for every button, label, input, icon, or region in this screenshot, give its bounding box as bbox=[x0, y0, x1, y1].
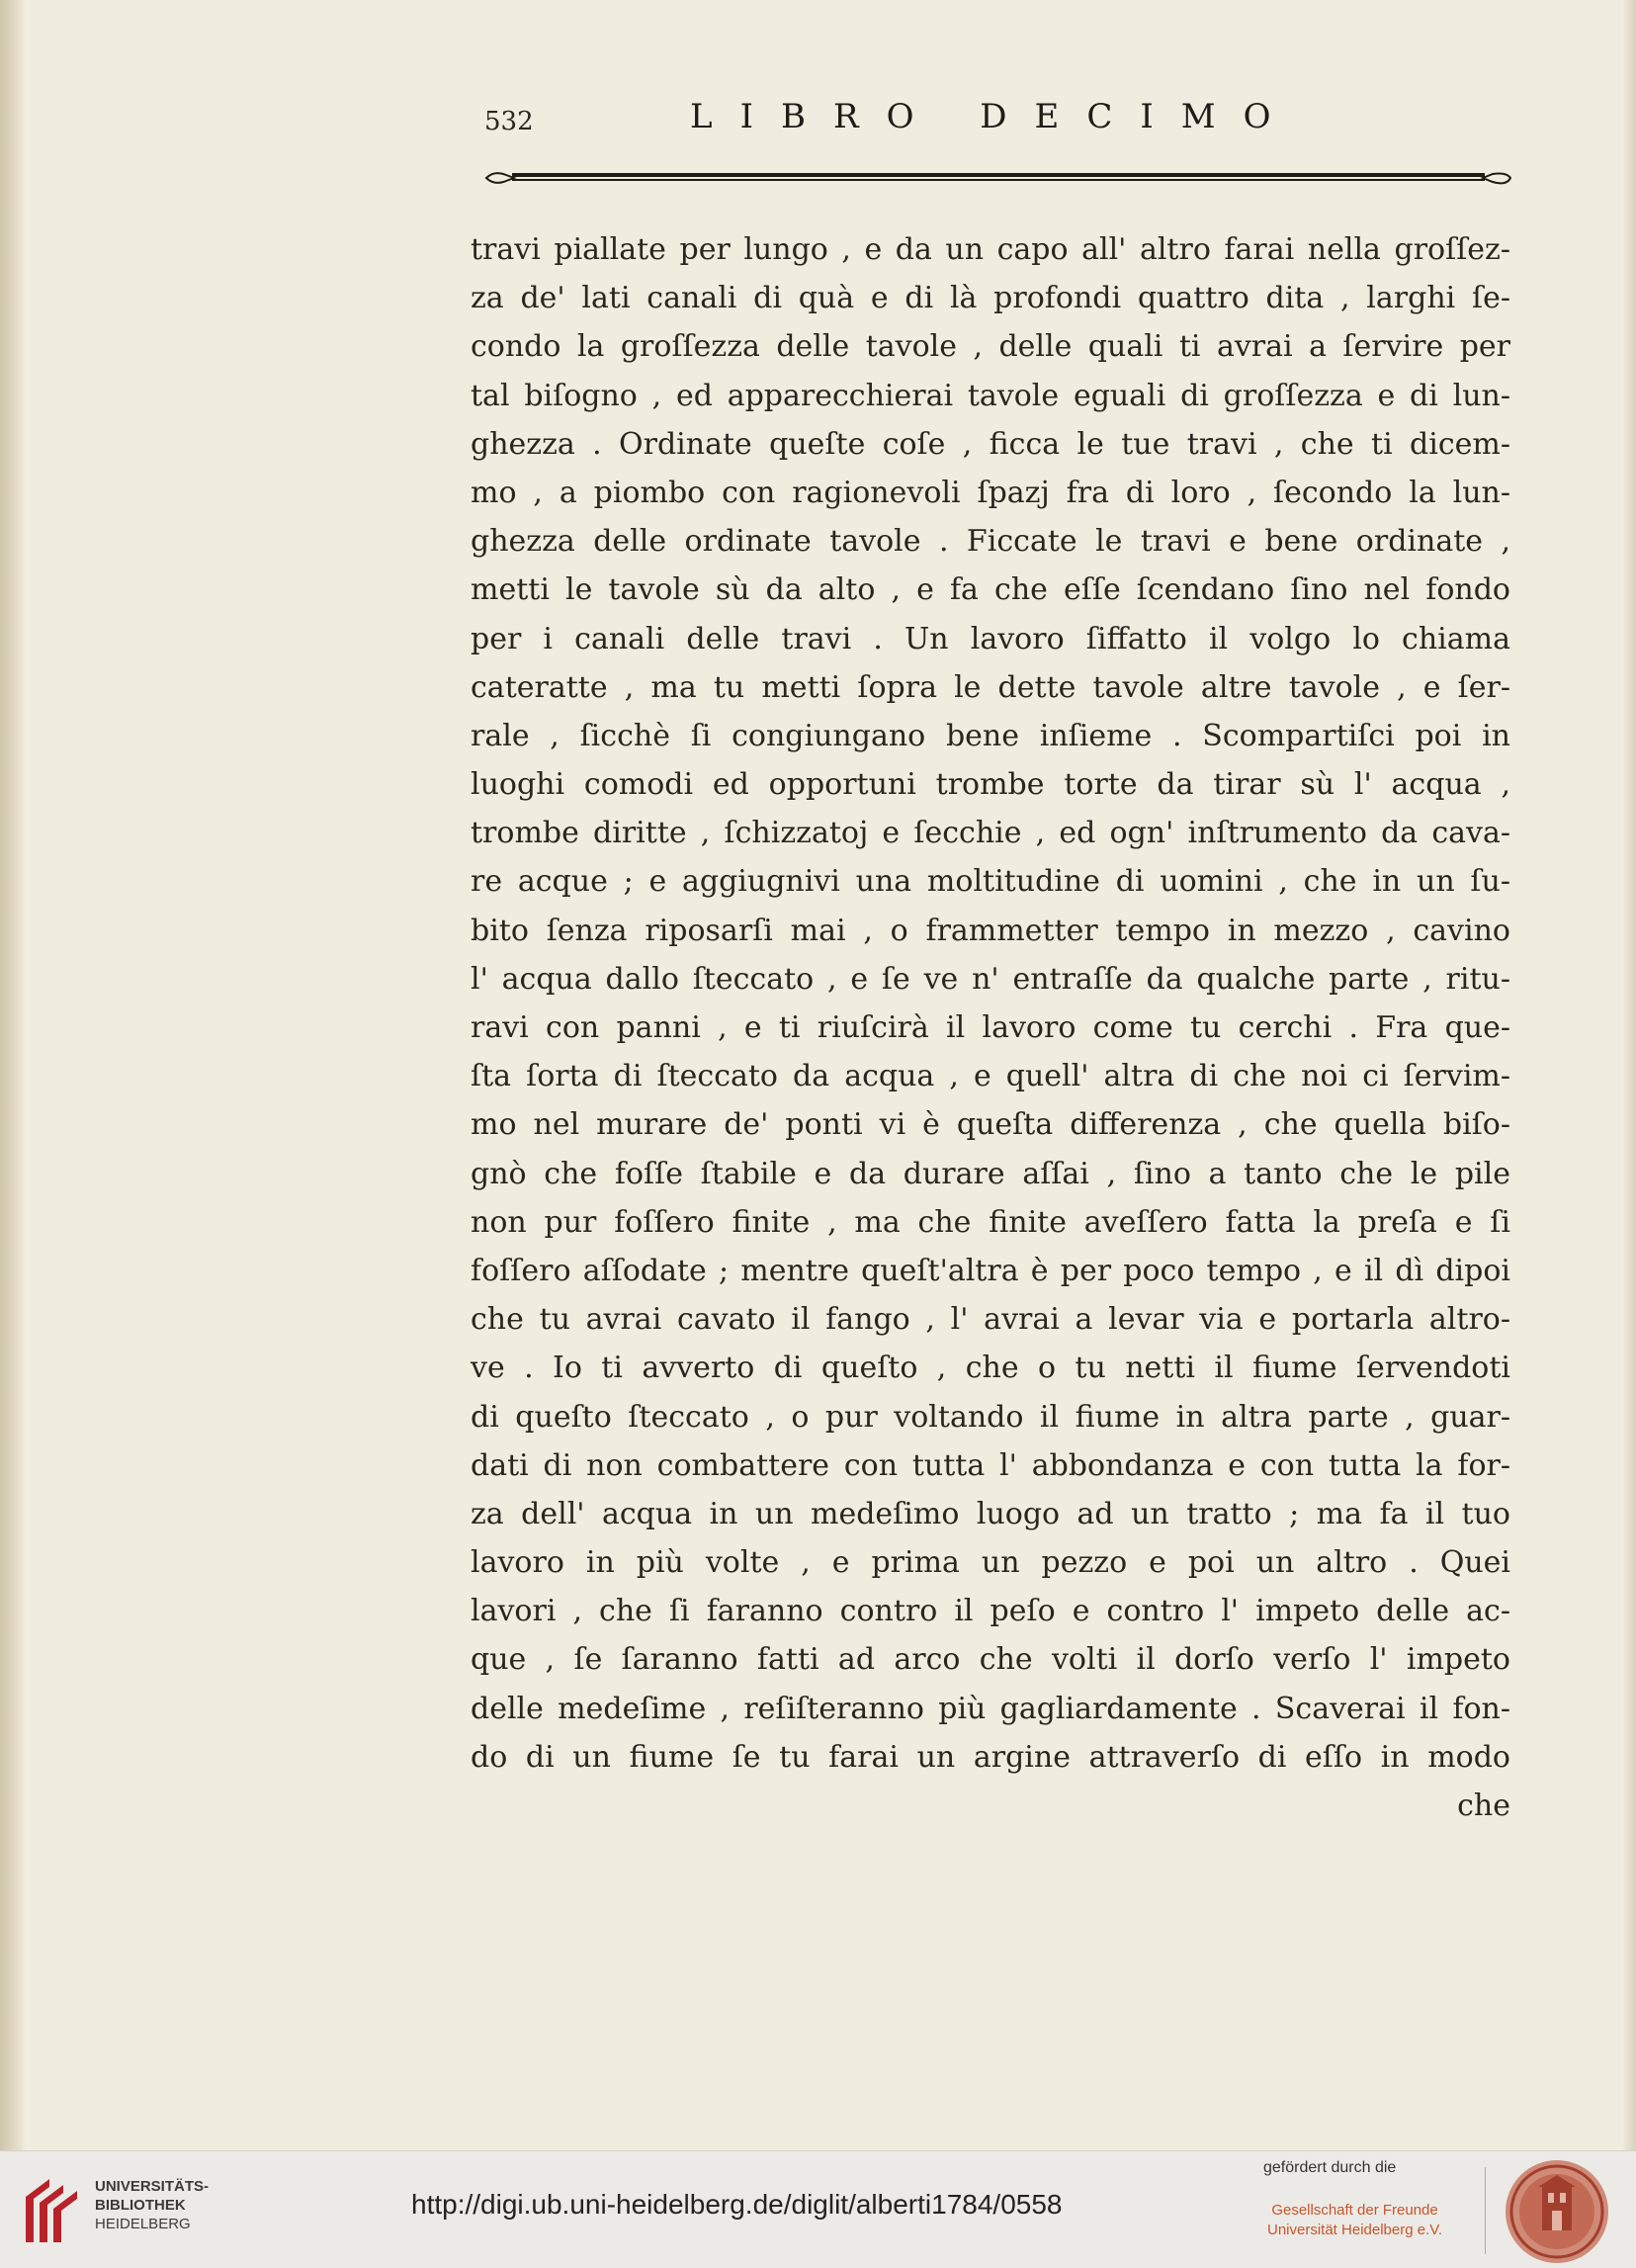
text-line: ghezza delle ordinate tavole . Ficcate le travi e bene ordinate , bbox=[471, 524, 1510, 560]
text-line: cateratte , ma tu metti ſopra le dette tavole altre tavole , e ſer- bbox=[471, 669, 1510, 705]
text-line: mo , a piombo con ragionevoli ſpazj fra di loro , ſecondo la lun- bbox=[471, 475, 1510, 510]
text-line: que , ſe ſaranno fatti ad arco che volti il dorſo verſo l' impeto bbox=[471, 1642, 1510, 1678]
text-line: delle medeſime , reſiſteranno più gagliardamente . Scaverai il fon- bbox=[471, 1691, 1510, 1726]
text-line: do di un fiume ſe tu farai un argine attraverſo di eſſo in modo bbox=[471, 1739, 1510, 1775]
text-line: re acque ; e aggiugnivi una moltitudine di uomini , che in un ſu- bbox=[471, 864, 1510, 900]
page-edge-left bbox=[0, 0, 26, 2150]
text-line: rale , ſicchè ſi congiungano bene inſieme . Scompartiſci poi in bbox=[471, 718, 1510, 753]
text-line: che tu avrai cavato il fango , l' avrai a levar via e portarla altro- bbox=[471, 1302, 1510, 1338]
text-line: lavoro in più volte , e prima un pezzo e poi un altro . Quei bbox=[471, 1545, 1510, 1581]
text-line: za de' lati canali di quà e di là profondi quattro dita , larghi ſe- bbox=[471, 281, 1510, 316]
text-line: non pur foſſero finite , ma che finite aveſſero fatta la preſa e ſi bbox=[471, 1204, 1510, 1240]
catchword: che bbox=[1457, 1788, 1510, 1823]
text-line: za dell' acqua in un medeſimo luogo ad un tratto ; ma fa il tuo bbox=[471, 1496, 1510, 1531]
text-line: ſta ſorta di ſteccato da acqua , e quell' altra di che noi ci ſervim- bbox=[471, 1059, 1510, 1094]
text-line: luoghi comodi ed opportuni trombe torte da tirar sù l' acqua , bbox=[471, 767, 1510, 803]
page-edge-right bbox=[1622, 0, 1636, 2150]
text-line: dati di non combattere con tutta l' abbondanza e con tutta la for- bbox=[471, 1447, 1510, 1483]
text-line: mo nel murare de' ponti vi è queſta differenza , che quella biſo- bbox=[471, 1107, 1510, 1143]
body-text bbox=[471, 225, 1510, 1830]
text-line: di queſto ſteccato , o pur voltando il fiume in altra parte , guar- bbox=[471, 1399, 1510, 1435]
sponsor-name-line: Gesellschaft der Freunde bbox=[1271, 2202, 1438, 2219]
university-library-logo-icon bbox=[20, 2173, 83, 2244]
text-line: ghezza . Ordinate queſte coſe , ficca le tue travi , che ti dicem- bbox=[471, 426, 1510, 462]
text-line: travi piallate per lungo , e da un capo all' altro farai nella groſſez- bbox=[471, 232, 1510, 267]
running-title: LIBRO DECIMO bbox=[690, 97, 1299, 136]
page-header bbox=[473, 97, 1342, 146]
text-line: per i canali delle travi . Un lavoro ſiffatto il volgo lo chiama bbox=[471, 621, 1510, 656]
sponsor-label: gefördert durch die bbox=[1263, 2159, 1397, 2176]
text-line: ravi con panni , e ti riuſcirà il lavoro come tu cerchi . Fra que- bbox=[471, 1010, 1510, 1045]
page-number: 532 bbox=[484, 107, 534, 136]
sponsor-name bbox=[1267, 2201, 1442, 2240]
text-line: lavori , che ſi faranno contro il peſo e contro l' impeto delle ac- bbox=[471, 1594, 1510, 1629]
text-line: foſſero aſſodate ; mentre queſt'altra è per poco tempo , e il dì dipoi bbox=[471, 1253, 1510, 1288]
permalink-url[interactable]: http://digi.ub.uni-heidelberg.de/diglit/alberti1784/0558 bbox=[411, 2189, 1063, 2220]
text-line: trombe diritte , ſchizzatoj e ſecchie , ed ogn' inſtrumento da cava- bbox=[471, 816, 1510, 851]
university-seal-icon bbox=[1503, 2157, 1611, 2266]
library-name-line: BIBLIOTHEK bbox=[95, 2197, 186, 2214]
library-name-line: UNIVERSITÄTS- bbox=[95, 2178, 210, 2195]
text-line: tal biſogno , ed apparecchierai tavole eguali di groſſezza e di lun- bbox=[471, 378, 1510, 413]
text-line: gnò che foſſe ſtabile e da durare aſſai , ſino a tanto che le pile bbox=[471, 1156, 1510, 1191]
text-line: metti le tavole sù da alto , e fa che eſſe ſcendano ſino nel fondo bbox=[471, 572, 1510, 608]
university-library-name bbox=[95, 2177, 209, 2233]
text-line: condo la groſſezza delle tavole , delle quali ti avrai a ſervire per bbox=[471, 329, 1510, 365]
ornamental-rule bbox=[484, 166, 1512, 190]
library-name-line: HEIDELBERG bbox=[95, 2216, 191, 2232]
sponsor-divider bbox=[1485, 2167, 1486, 2254]
text-line: ve . Io ti avverto di queſto , che o tu netti il fiume ſervendoti bbox=[471, 1351, 1510, 1386]
sponsor-name-line: Universität Heidelberg e.V. bbox=[1267, 2222, 1443, 2238]
text-line: l' acqua dallo ſteccato , e ſe ve n' entraſſe da qualche parte , ritu- bbox=[471, 961, 1510, 997]
text-line: bito ſenza riposarſi mai , o frammetter tempo in mezzo , cavino bbox=[471, 913, 1510, 948]
digitization-footer bbox=[0, 2150, 1636, 2268]
